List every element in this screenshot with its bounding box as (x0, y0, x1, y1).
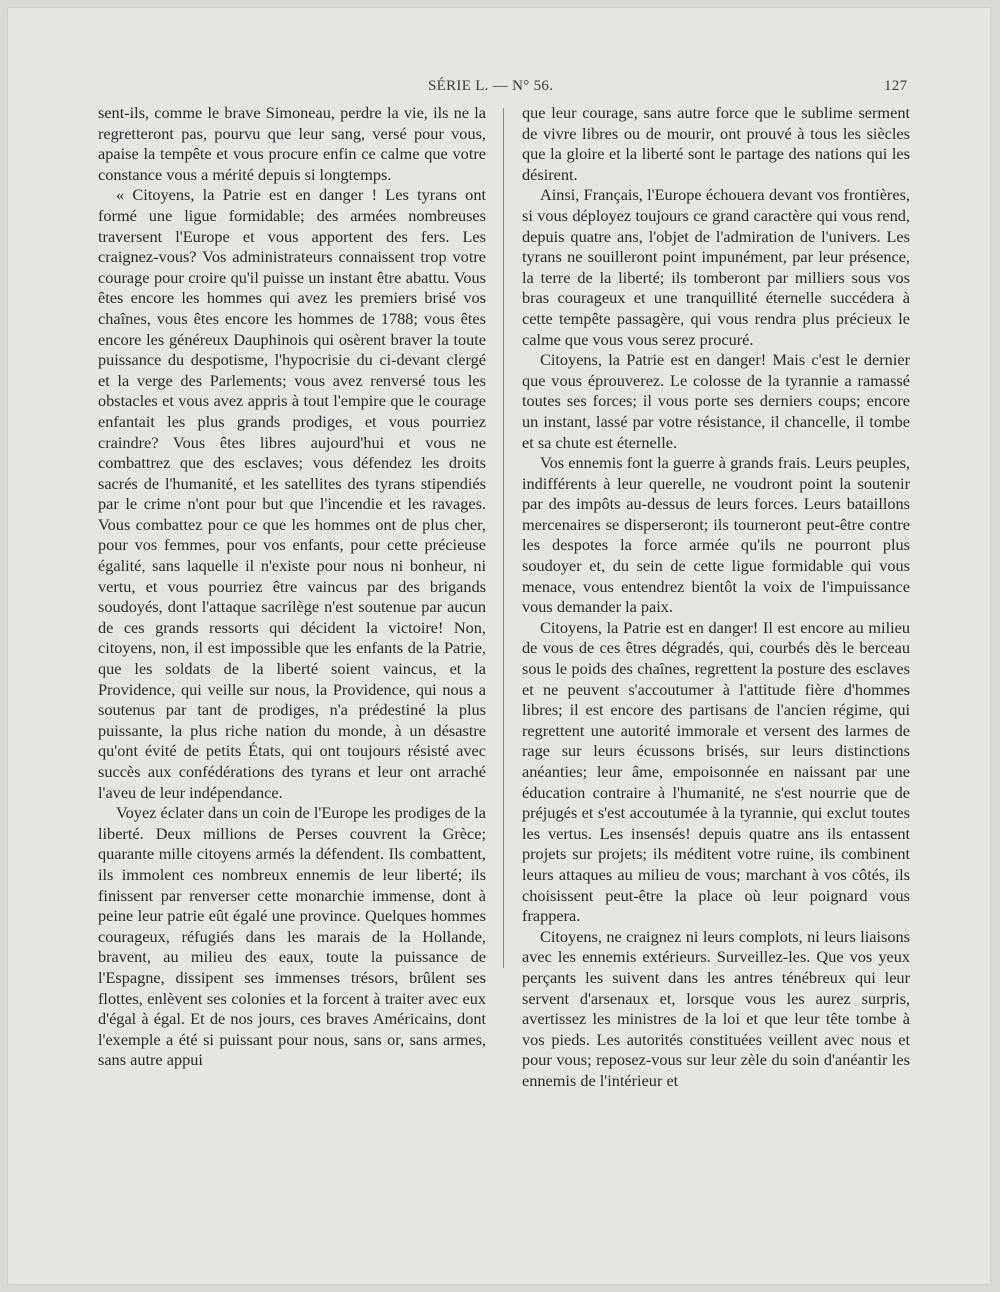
paragraph: Citoyens, ne craignez ni leurs complots, ni leurs liaisons avec les ennemis extérieurs. Surveillez-les. Que vos yeux perçants les suivent dans les antres ténébreux qui leur servent d'arsenaux et, lorsque vous les aurez surpris, avertissez les ministres de la loi et que leur tête tombe à vos pieds. Les autorités constituées veillent avec nous et pour vous; reposez-vous sur leur zèle du soin d'anéantir les ennemis de l'intérieur et (522, 926, 910, 1090)
paragraph: sent-ils, comme le brave Simoneau, perdre la vie, ils ne la regretteront pas, pourvu que leur sang, versé pour vous, apaise la tempête et vous procure enfin ce calme que votre constance vous a mérité depuis si longtemps. (98, 103, 486, 184)
paragraph: Voyez éclater dans un coin de l'Europe les prodiges de la liberté. Deux millions de Perses couvrent la Grèce; quarante mille citoyens armés la défendent. Ils combattent, ils immolent ces nombreux ennemis de leur liberté; ils finissent par renverser cette monarchie immense, dont à peine leur patrie eût égalé une province. Quelques hommes courageux, réfugiés dans les marais de la Hollande, bravent, au milieu des eaux, toute la puissance de l'Espagne, dissipent ses immenses trésors, brûlent ses flottes, enlèvent ses colonies et la forcent à traiter avec eux d'égal à égal. Et de nos jours, ces braves Américains, dont l'exemple a été si puissant pour nous, sans or, sans armes, sans autre appui (98, 803, 486, 1070)
paragraph: Vos ennemis font la guerre à grands frais. Leurs peuples, indifférents à leur querelle, ne voudront point la soutenir par des impôts au-dessus de leurs forces. Leurs bataillons mercenaires se disperseront; ils tourneront peut-être contre les despotes la force armée qu'ils ne pourront plus soudoyer et, du sein de cette ligue formidable qui vous menace, vous entendrez bientôt la voix de l'impuissance vous demander la paix. (522, 453, 910, 617)
left-column (98, 103, 486, 1071)
paragraph: Ainsi, Français, l'Europe échouera devant vos frontières, si vous déployez toujours ce grand caractère qui vous rend, depuis quatre ans, l'objet de l'admiration de l'univers. Les tyrans ne souilleront point impunément, par leur présence, la terre de la liberté; ils tomberont par milliers sous vos bras courageux et une tranquillité éternelle succédera à cette tempête passagère, qui vous rendra plus précieux le calme que vous vous serez procuré. (522, 185, 910, 349)
column-divider (503, 108, 504, 968)
paragraph: que leur courage, sans autre force que le sublime serment de vivre libres ou de mourir, ont prouvé à tous les siècles que la gloire et la liberté sont le partage des nations qui les désirent. (522, 103, 910, 184)
page-number: 127 (884, 78, 908, 94)
paragraph: Citoyens, la Patrie est en danger! Mais c'est le dernier que vous éprouverez. Le colosse de la tyrannie a ramassé toutes ses forces; il vous porte ses derniers coups; encore un instant, lassé par votre résistance, il chancelle, il tombe et sa chute est éternelle. (522, 350, 910, 452)
paragraph: Citoyens, la Patrie est en danger! Il est encore au milieu de vous de ces êtres dégradés, qui, courbés dès le berceau sous le poids des chaînes, regrettent la posture des esclaves et ne peuvent s'accoutumer à l'attitude fière d'hommes libres; il est encore des partisans de l'ancien régime, qui regrettent une autorité immorale et versent des larmes de rage sur leurs écussons brisés, sur leurs distinctions anéanties; leur âme, empoisonnée en naissant par une éducation contraire à l'humanité, ne s'est nourrie que de préjugés et s'est accoutumée à la tyrannie, qui exclut toutes les vertus. Les insensés! depuis quatre ans ils entassent projets sur projets; ils méditent votre ruine, ils combinent leurs attaques au milieu de vous; marchant à vos côtés, ils choisissent peut-être la place où leur poignard vous frappera. (522, 617, 910, 926)
page-header (0, 78, 1000, 98)
right-column (522, 103, 910, 1092)
paragraph: « Citoyens, la Patrie est en danger ! Les tyrans ont formé une ligue formidable; des armées nombreuses traversent l'Europe et vous apportent des fers. Les craignez-vous? Vos administrateurs connaissent trop votre courage pour croire qu'il puisse un instant être abattu. Vous êtes encore les hommes qui avez les premiers brisé vos chaînes, vous êtes encore les hommes de 1788; vous êtes encore les généreux Dauphinois qui osèrent braver la toute puissance du despotisme, l'hypocrisie du ci-devant clergé et la verge des Parlements; vous avez renversé tous les obstacles et vous avez appris à tout l'empire que le courage enfantait les plus grands prodiges, et vous pourriez craindre? Vous êtes libres aujourd'hui et vous ne combattrez que des esclaves; vous défendez les droits sacrés de l'humanité, et les satellites des tyrans stipendiés par le crime n'ont pour but que l'incendie et les ravages. Vous combattez pour ce que les hommes ont de plus cher, pour vos femmes, pour vos enfants, pour cette précieuse égalité, sans laquelle il n'existe pour nous ni bonheur, ni vertu, et vous pourriez être vaincus par des brigands soudoyés, dont l'attaque sacrilège n'est soutenue par aucun de ces grands ressorts qui décident la victoire! Non, citoyens, non, il est impossible que les enfants de la Patrie, que les soldats de la liberté soient vaincus, et la Providence, qui veille sur nous, la Providence, qui nous a soutenus par tant de prodiges, n'a prédestiné la plus puissante, la plus riche nation du monde, à un désastre qu'ont évité de petits États, qui ont toujours résisté avec succès aux confédérations des tyrans et leur ont arraché l'aveu de leur indépendance. (98, 185, 486, 802)
running-head: SÉRIE L. — N° 56. (428, 78, 554, 94)
